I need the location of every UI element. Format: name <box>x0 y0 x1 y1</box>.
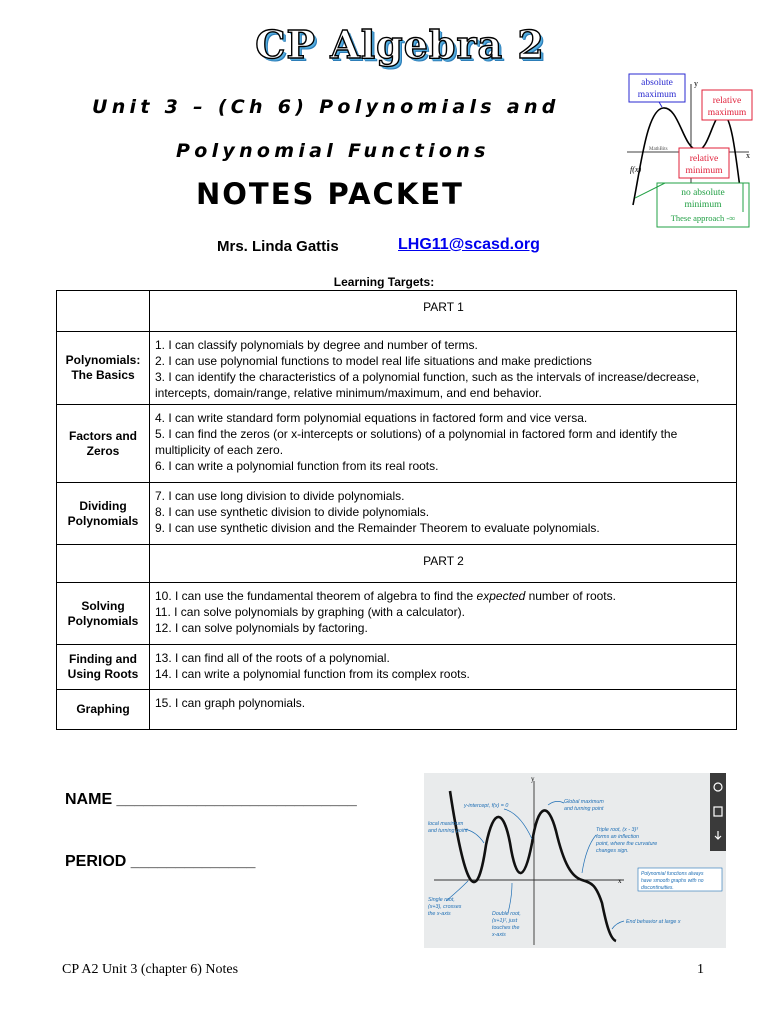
features-y-label: y <box>531 775 535 783</box>
target-item: 11. I can solve polynomials by graphing (with a calculator). <box>155 605 465 619</box>
footer-text: CP A2 Unit 3 (chapter 6) Notes <box>62 962 239 977</box>
category-cell: Factors and Zeros <box>57 405 150 483</box>
target-item: 8. I can use synthetic division to divide polynomials. <box>155 505 430 519</box>
polynomial-features-diagram <box>424 773 726 948</box>
category-cell: Graphing <box>57 690 150 730</box>
diagram-fx-label: f(x) <box>630 165 642 174</box>
table-row <box>57 583 737 645</box>
table-row <box>57 291 737 332</box>
unit-title-line-1: Unit 3 – (Ch 6) Polynomials and <box>92 96 560 118</box>
triple-root-label-2: forms an inflection <box>596 834 639 840</box>
global-max-label-2: and turning point <box>564 806 604 812</box>
target-item: 6. I can write a polynomial function from its real roots. <box>155 459 439 473</box>
table-row <box>57 645 737 690</box>
teacher-email-link[interactable]: LHG11@scasd.org <box>398 236 540 253</box>
local-max-label-2: and turning point <box>428 828 468 834</box>
double-root-label-1: Double root, <box>492 911 521 917</box>
table-row <box>57 405 737 483</box>
smooth-label-1: Polynomial functions always <box>641 871 704 877</box>
table-cell-empty <box>57 545 150 583</box>
y-intercept-label: y-intercept, f(x) = 0 <box>464 803 509 809</box>
target-item: 15. I can graph polynomials. <box>155 696 306 710</box>
single-root-label-1: Single root, <box>428 897 455 903</box>
smooth-label-2: have smooth graphs with no <box>641 878 704 884</box>
relative-minimum-label-1: relative <box>689 154 719 164</box>
double-root-label-3: touches the <box>492 925 520 931</box>
triple-root-label-3: point, where the curvature <box>596 841 658 847</box>
features-x-label: x <box>618 877 622 885</box>
relative-minimum-label-2: minimum <box>685 166 723 176</box>
diagram-x-label: x <box>746 151 750 160</box>
learning-targets-heading: Learning Targets: <box>333 275 435 289</box>
targets-cell <box>150 583 737 645</box>
double-root-label-4: x-axis <box>492 932 506 938</box>
period-field[interactable]: PERIOD ______________ <box>65 853 256 870</box>
table-row <box>57 483 737 545</box>
target-item: 2. I can use polynomial functions to model real life situations and make predictions <box>155 354 592 368</box>
targets-cell <box>150 645 737 690</box>
extrema-diagram <box>625 70 755 230</box>
packet-title: NOTES PACKET <box>196 177 464 211</box>
document-title: CP Algebra 2 <box>255 22 545 67</box>
targets-cell <box>150 405 737 483</box>
category-cell: Finding and Using Roots <box>57 645 150 690</box>
category-cell: Dividing Polynomials <box>57 483 150 545</box>
end-behavior-label: End behavior at large x <box>626 919 681 925</box>
local-max-label-1: local maximum <box>428 821 464 827</box>
target-item: 9. I can use synthetic division and the Remainder Theorem to evaluate polynomials. <box>155 521 600 535</box>
page-number: 1 <box>697 962 704 977</box>
relative-maximum-label-2: maximum <box>707 108 747 118</box>
diagram-y-label: y <box>694 79 698 88</box>
single-root-label-3: the x-axis <box>428 911 451 917</box>
single-root-label-2: (x+3), crosses <box>428 904 462 910</box>
target-item: 4. I can write standard form polynomial equations in factored form and vice versa. <box>155 411 588 425</box>
name-field[interactable]: NAME ___________________________ <box>65 791 357 808</box>
absolute-maximum-label-1: absolute <box>641 78 673 88</box>
category-cell: Solving Polynomials <box>57 583 150 645</box>
table-row <box>57 332 737 405</box>
learning-targets-table <box>56 290 737 730</box>
triple-root-label-1: Triple root, (x - 3)³ <box>596 827 638 833</box>
target-item: 7. I can use long division to divide polynomials. <box>155 489 405 503</box>
double-root-label-2: (x+1)², just <box>492 918 518 924</box>
triple-root-label-4: changes sign. <box>596 848 629 854</box>
table-row <box>57 690 737 730</box>
diagram-watermark: MathBits <box>649 147 668 152</box>
table-cell-empty <box>57 291 150 332</box>
target-item: 1. I can classify polynomials by degree and number of terms. <box>155 338 478 352</box>
targets-cell <box>150 332 737 405</box>
targets-cell <box>150 483 737 545</box>
table-row <box>57 545 737 583</box>
target-item: 13. I can find all of the roots of a polynomial. <box>155 651 390 665</box>
targets-cell <box>150 690 737 730</box>
target-item: 12. I can solve polynomials by factoring. <box>155 621 368 635</box>
no-absolute-minimum-label-1: no absolute <box>681 188 725 198</box>
relative-maximum-label-1: relative <box>712 96 742 106</box>
target-item: 10. I can use the fundamental theorem of algebra to find the expected number of roots. <box>155 589 616 603</box>
teacher-name: Mrs. Linda Gattis <box>217 238 339 255</box>
part-1-header: PART 1 <box>150 291 737 332</box>
target-item: 14. I can write a polynomial function from its complex roots. <box>155 667 470 681</box>
part-2-header: PART 2 <box>150 545 737 583</box>
target-item: 3. I can identify the characteristics of a polynomial function, such as the intervals of increase/decrease, intercepts, domain/range, relative minimum/maximum, and end behavior. <box>155 370 700 400</box>
smooth-label-3: discontinuities. <box>641 885 674 891</box>
unit-title-line-2: Polynomial Functions <box>176 140 490 162</box>
no-absolute-minimum-label-2: minimum <box>684 200 722 210</box>
target-item: 5. I can find the zeros (or x-intercepts or solutions) of a polynomial in factored form and identify the multiplicity of each zero. <box>155 427 678 457</box>
absolute-maximum-label-2: maximum <box>637 90 677 100</box>
global-max-label-1: Global maximum <box>564 799 604 805</box>
no-absolute-minimum-label-3: These approach -∞ <box>670 213 736 223</box>
category-cell: Polynomials: The Basics <box>57 332 150 405</box>
